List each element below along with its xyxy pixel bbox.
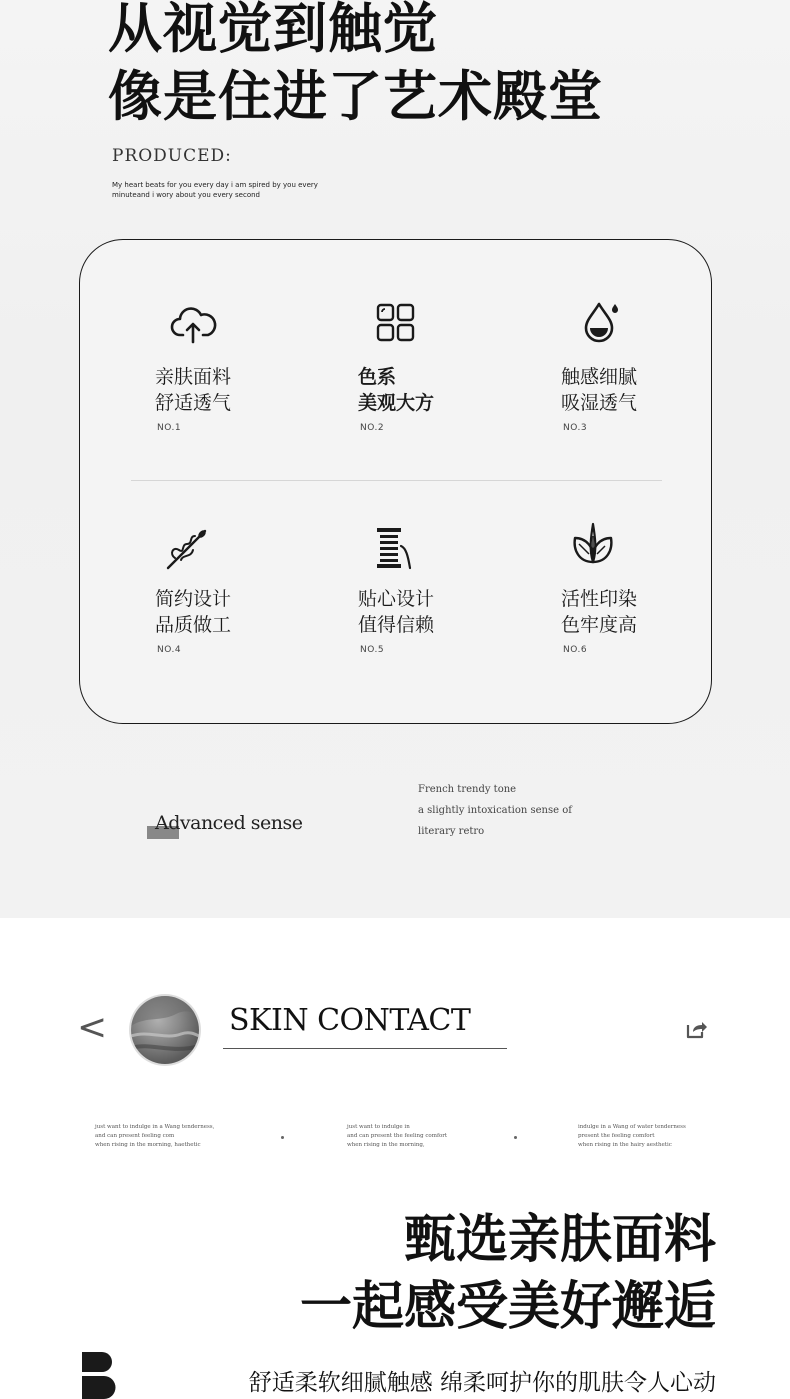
small-text-col-2-line3: when rising in the morning, bbox=[347, 1142, 425, 1148]
fabric-avatar bbox=[131, 996, 199, 1064]
french-line2: a slightly intoxication sense of bbox=[418, 805, 572, 816]
features-divider bbox=[131, 480, 662, 481]
feature-2-line2: 美观大方 bbox=[358, 392, 435, 414]
big-title-line2: 一起感受美好邂逅 bbox=[299, 1277, 716, 1337]
feature-5-line2: 值得信赖 bbox=[358, 614, 435, 636]
tagline-line2: minuteand i wory about you every second bbox=[112, 191, 260, 199]
back-arrow-icon[interactable]: < bbox=[77, 1007, 108, 1048]
french-line1: French trendy tone bbox=[418, 784, 517, 795]
small-text-col-3-line2: present the feeling comfort bbox=[578, 1133, 655, 1139]
feature-3-number: NO.3 bbox=[563, 423, 588, 433]
skin-contact-title: SKIN CONTACT bbox=[229, 1003, 471, 1038]
feature-2-number: NO.2 bbox=[360, 423, 385, 433]
water-drop-icon bbox=[577, 298, 625, 346]
produced-tagline bbox=[112, 180, 352, 200]
feature-2-line1: 色系 bbox=[358, 366, 397, 388]
small-text-col-1-line1: just want to indulge in a Wang tenderness, bbox=[95, 1124, 215, 1130]
advanced-sense-label: Advanced sense bbox=[155, 812, 303, 834]
french-line3: literary retro bbox=[418, 826, 485, 837]
headline-line1: 从视觉到触觉 bbox=[108, 0, 438, 60]
separator-dot bbox=[514, 1136, 517, 1139]
separator-dot bbox=[281, 1136, 284, 1139]
share-icon[interactable] bbox=[684, 1017, 708, 1041]
headline-line2: 像是住进了艺术殿堂 bbox=[108, 65, 603, 128]
feature-3-line2: 吸湿透气 bbox=[561, 392, 638, 414]
feature-6-line1: 活性印染 bbox=[561, 588, 638, 610]
feature-6-number: NO.6 bbox=[563, 645, 588, 655]
produced-label: PRODUCED: bbox=[112, 146, 232, 166]
bottom-description: 舒适柔软细腻触感 绵柔呵护你的肌肤令人心动 bbox=[248, 1370, 716, 1396]
skin-contact-underline bbox=[223, 1048, 507, 1049]
cloud-upload-icon bbox=[170, 302, 218, 350]
french-tone-text bbox=[418, 779, 638, 842]
feature-4-line1: 简约设计 bbox=[155, 588, 232, 610]
grid-squares-icon bbox=[372, 302, 420, 350]
small-text-col-2 bbox=[347, 1123, 487, 1150]
feature-1-number: NO.1 bbox=[157, 423, 182, 433]
feature-1-line1: 亲肤面料 bbox=[155, 366, 232, 388]
big-title-line1: 甄选亲肤面料 bbox=[403, 1210, 716, 1270]
small-text-col-1-line2: and can present feeling com bbox=[95, 1133, 175, 1139]
small-text-col-3-line3: when rising in the hairy aesthetic bbox=[578, 1142, 672, 1148]
leaves-icon bbox=[569, 520, 617, 568]
small-text-col-2-line1: just want to indulge in bbox=[347, 1124, 410, 1130]
tagline-line1: My heart beats for you every day i am spired by you every bbox=[112, 181, 318, 189]
small-text-col-2-line2: and can present the feeling comfort bbox=[347, 1133, 448, 1139]
feature-4-line2: 品质做工 bbox=[155, 614, 232, 636]
feature-1-line2: 舒适透气 bbox=[155, 392, 232, 414]
b-logo-icon bbox=[82, 1352, 118, 1399]
sewing-needle-icon bbox=[163, 524, 211, 572]
feature-5-line1: 贴心设计 bbox=[358, 588, 435, 610]
feature-5-number: NO.5 bbox=[360, 645, 385, 655]
feature-4-number: NO.4 bbox=[157, 645, 182, 655]
fabric-texture bbox=[131, 996, 199, 1064]
small-text-col-3-line1: indulge in a Wang of water tenderness bbox=[578, 1124, 686, 1130]
feature-6-line2: 色牢度高 bbox=[561, 614, 638, 636]
small-text-col-1-line3: when rising in the morning, haethetic bbox=[95, 1142, 201, 1148]
small-text-col-1 bbox=[95, 1123, 235, 1150]
feature-3-line1: 触感细腻 bbox=[561, 366, 638, 388]
small-text-col-3 bbox=[578, 1123, 718, 1150]
thread-spool-icon bbox=[372, 524, 420, 572]
